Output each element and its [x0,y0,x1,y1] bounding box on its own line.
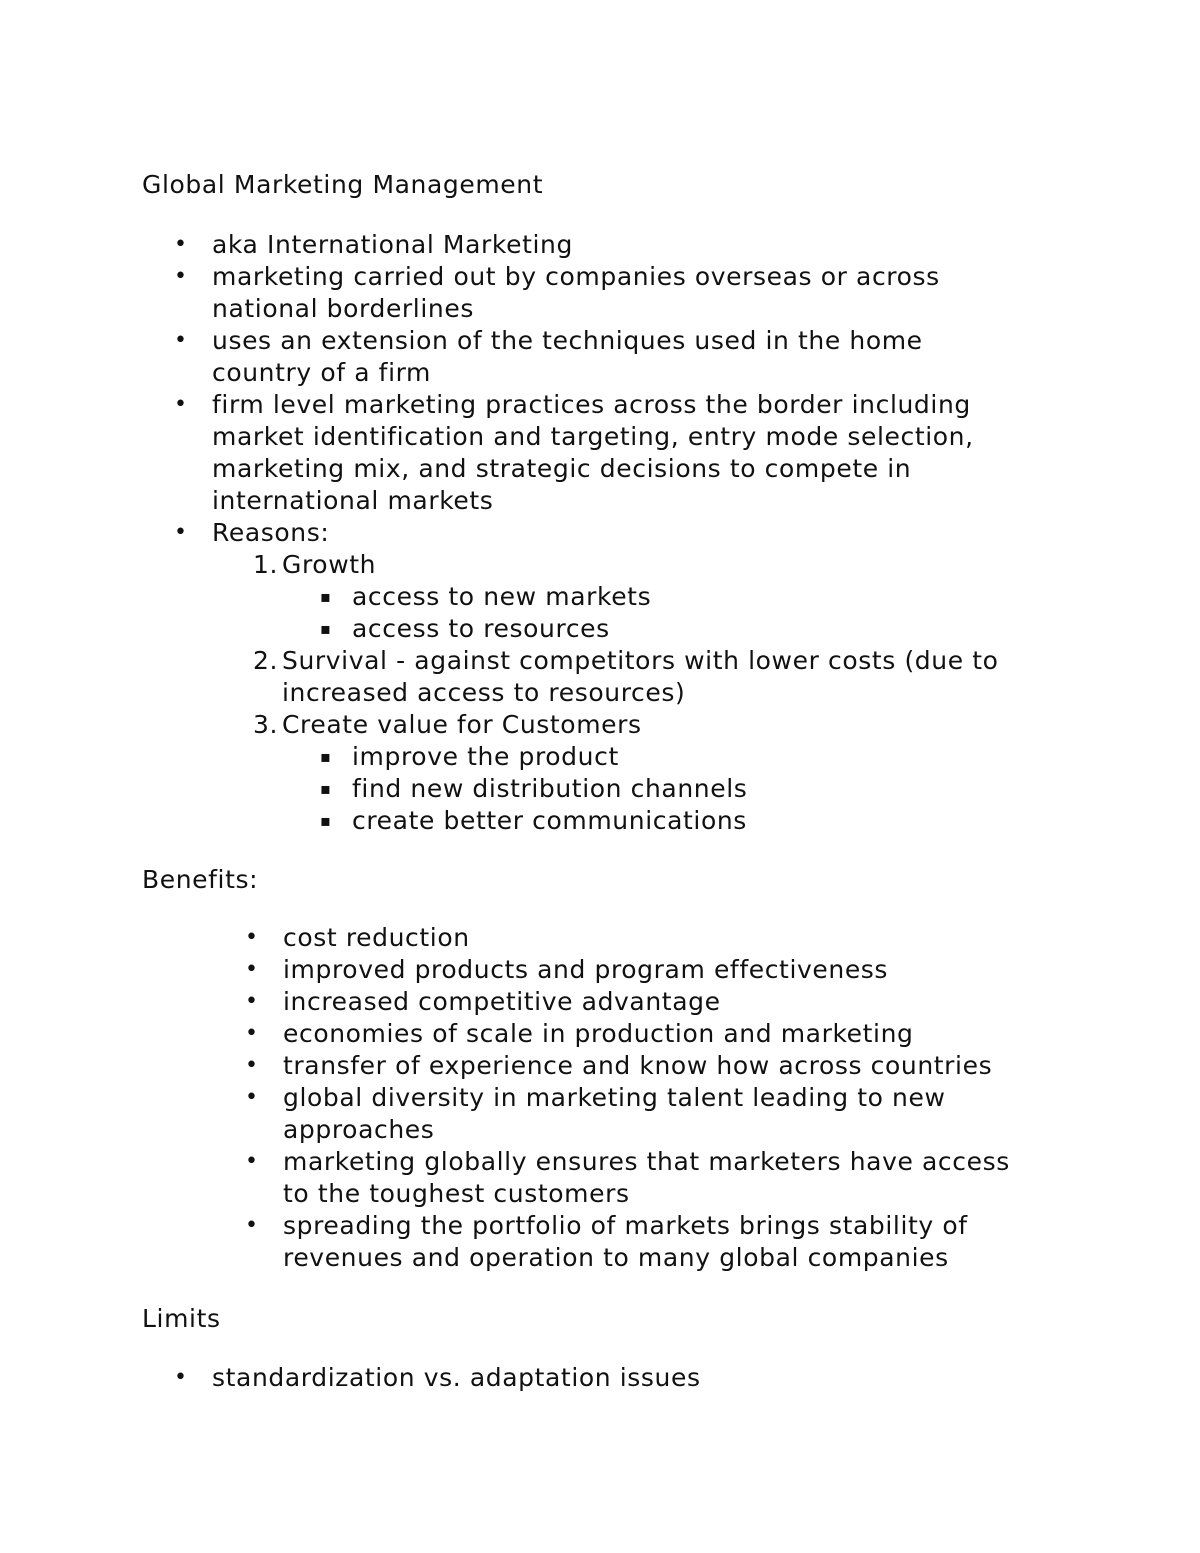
list-item: • marketing globally ensures that marketers have access to the toughest customers [245,1147,1010,1208]
reason-item-growth: 1. Growth ▪ access to new markets ▪ access to resources [282,549,1112,645]
bullet-dot-icon: • [174,264,188,289]
bullet-dot-icon: • [245,1085,259,1110]
list-number: 1. [252,550,278,579]
list-item: • transfer of experience and know how across countries [245,1051,993,1080]
bullet-square-icon: ▪ [320,747,332,766]
list-item: • cost reduction [245,923,470,952]
bullet-dot-icon: • [245,1021,259,1046]
list-item: • firm level marketing practices across the border including market identification and targeting, entry mode selection, marketing mix, and strategic decisions to compete in international markets [174,390,974,515]
bullet-dot-icon: • [245,1053,259,1078]
bullet-square-icon: ▪ [320,779,332,798]
list-item: • increased competitive advantage [245,987,721,1016]
bullet-dot-icon: • [245,925,259,950]
reason-item-survival: 2. Survival - against competitors with lower costs (due to increased access to resources) [282,645,1112,709]
bullet-dot-icon: • [174,392,188,417]
bullet-square-icon: ▪ [320,811,332,830]
bullet-dot-icon: • [245,957,259,982]
bullet-dot-icon: • [174,1365,188,1390]
list-item: ▪ access to new markets [320,582,652,611]
bullet-dot-icon: • [174,232,188,257]
list-item: • uses an extension of the techniques used in the home country of a firm [174,326,923,387]
bullet-dot-icon: • [174,328,188,353]
list-item: ▪ find new distribution channels [320,774,748,803]
list-item: ▪ improve the product [320,742,619,771]
list-item: • spreading the portfolio of markets brings stability of revenues and operation to many global companies [245,1211,968,1272]
bullet-square-icon: ▪ [320,587,332,606]
page-title: Global Marketing Management [142,170,544,199]
reason-item-create-value: 3. Create value for Customers ▪ improve the product ▪ find new distribution channels ▪ create better communications [282,709,1112,837]
list-item: • economies of scale in production and marketing [245,1019,914,1048]
reasons-list [252,549,1112,837]
list-number: 2. [252,646,278,675]
limits-heading: Limits [142,1304,221,1333]
create-value-sub-list [320,741,1112,837]
list-item: • standardization vs. adaptation issues [174,1363,701,1392]
bullet-square-icon: ▪ [320,619,332,638]
list-item: ▪ access to resources [320,614,610,643]
benefits-heading: Benefits: [142,865,259,894]
bullet-dot-icon: • [245,1149,259,1174]
list-item-reasons: • Reasons: 1. Growth ▪ access to new markets ▪ access to resources 2. Survival - against competitors with lower costs (due to increased access to resources) 3. Create value for Customers ▪ improve the product ▪ find new distribution channels ▪ create better communications [212,517,1112,837]
growth-sub-list [320,581,1112,645]
list-number: 3. [252,710,278,739]
list-item: • global diversity in marketing talent leading to new approaches [245,1083,946,1144]
list-item: ▪ create better communications [320,806,747,835]
list-item: • marketing carried out by companies overseas or across national borderlines [174,262,940,323]
list-item: • improved products and program effectiveness [245,955,889,984]
bullet-dot-icon: • [245,1213,259,1238]
limits-list [174,1362,1112,1394]
bullet-dot-icon: • [245,989,259,1014]
list-item: • aka International Marketing [174,230,573,259]
bullet-dot-icon: • [174,520,188,545]
intro-list [174,229,1112,837]
benefits-list [245,922,1143,1274]
